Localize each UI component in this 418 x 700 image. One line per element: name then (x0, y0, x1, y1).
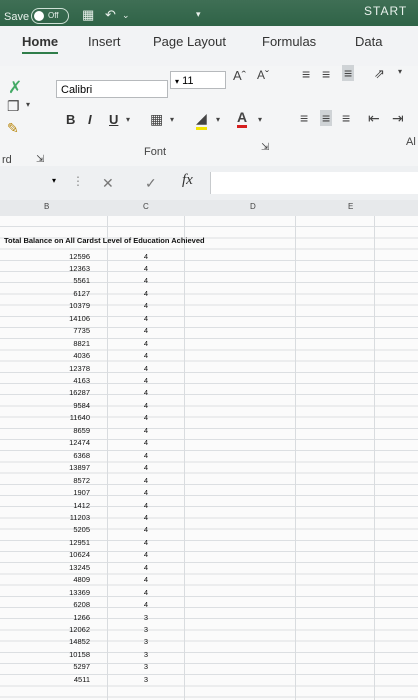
cell-education[interactable]: 3 (143, 637, 148, 647)
column-header-c[interactable]: C (143, 202, 149, 211)
cell-education[interactable]: 4 (143, 425, 148, 435)
cell-education[interactable]: 4 (143, 450, 148, 460)
undo-dropdown-icon[interactable]: ⌄ (122, 10, 130, 20)
cell-balance[interactable]: 10624 (69, 550, 90, 560)
formula-bar-grip-icon: ⋮ (72, 174, 84, 188)
cell-balance[interactable]: 12474 (69, 438, 90, 448)
cell-education[interactable]: 4 (143, 550, 148, 560)
cell-balance[interactable]: 4163 (73, 376, 90, 385)
cell-education[interactable]: 4 (143, 600, 148, 610)
customize-toolbar-icon[interactable]: ▾ (196, 9, 201, 19)
cell-education[interactable]: 3 (143, 612, 148, 622)
align-center-icon[interactable]: ≡ (322, 110, 331, 126)
font-color-icon[interactable]: A (237, 109, 247, 128)
cell-balance[interactable]: 12378 (69, 363, 90, 373)
decrease-indent-icon[interactable]: ⇤ (368, 110, 380, 126)
cell-education[interactable]: 4 (143, 500, 148, 510)
cell-education[interactable]: 4 (143, 475, 148, 485)
tab-data[interactable]: Data (355, 34, 383, 49)
data-header[interactable]: Total Balance on All Cardst Level of Education Achieved (4, 236, 205, 245)
cell-balance[interactable]: 12363 (69, 263, 90, 273)
cell-balance[interactable]: 12596 (69, 251, 90, 261)
name-box-dropdown-icon[interactable]: ▾ (52, 176, 57, 185)
cell-education[interactable]: 3 (143, 674, 148, 684)
formula-input[interactable] (210, 172, 418, 194)
column-header-e[interactable]: E (348, 202, 354, 211)
underline-button[interactable]: U (109, 112, 119, 127)
cell-education[interactable]: 4 (143, 338, 148, 348)
app-name: START (364, 4, 408, 18)
cell-balance[interactable]: 4809 (73, 575, 90, 585)
autosave-state: Off (48, 11, 59, 20)
cell-education[interactable]: 4 (143, 376, 148, 385)
fill-color-dropdown-icon[interactable]: ▾ (216, 115, 221, 124)
cell-education[interactable]: 4 (143, 276, 148, 286)
cell-education[interactable]: 4 (143, 301, 148, 311)
cell-education[interactable]: 4 (143, 363, 148, 373)
align-middle-icon[interactable]: ≡ (322, 66, 331, 82)
cell-education[interactable]: 4 (143, 575, 148, 585)
cell-balance[interactable]: 5205 (73, 525, 90, 535)
cell-balance[interactable]: 6208 (73, 600, 90, 610)
cell-balance[interactable]: 1412 (73, 500, 90, 510)
cancel-icon[interactable]: ✕ (102, 175, 114, 191)
tab-page-layout[interactable]: Page Layout (153, 34, 227, 49)
font-size-value: 11 (182, 75, 194, 87)
font-size-box[interactable] (170, 71, 226, 89)
title-bar (0, 0, 418, 26)
italic-button[interactable]: I (88, 112, 92, 127)
cell-balance[interactable]: 16287 (69, 388, 90, 398)
cell-education[interactable]: 4 (143, 400, 148, 410)
cell-balance[interactable]: 8572 (73, 475, 90, 485)
cell-education[interactable]: 4 (143, 413, 148, 423)
font-group-label: Font (144, 146, 167, 158)
enter-icon[interactable]: ✓ (145, 175, 157, 191)
font-color-dropdown-icon[interactable]: ▾ (258, 115, 263, 124)
alignment-label-fragment: Al (406, 136, 416, 148)
cell-education[interactable]: 4 (143, 463, 148, 473)
ribbon-tabs (0, 26, 418, 66)
cell-balance[interactable]: 10158 (69, 649, 90, 659)
cell-education[interactable]: 4 (143, 562, 148, 572)
format-painter-icon[interactable]: ✎ (7, 120, 19, 136)
cell-balance[interactable]: 7735 (73, 326, 90, 336)
autosave-toggle[interactable] (31, 8, 69, 24)
cell-balance[interactable]: 5561 (73, 276, 90, 286)
font-name-box[interactable]: Calibri (56, 80, 168, 98)
cell-balance[interactable]: 4511 (73, 674, 90, 684)
borders-dropdown-icon[interactable]: ▾ (170, 115, 175, 124)
cell-education[interactable]: 3 (143, 625, 148, 634)
decrease-font-icon[interactable]: Aˇ (257, 68, 269, 82)
cell-balance[interactable]: 6127 (73, 288, 90, 298)
undo-icon[interactable]: ↶ (105, 7, 116, 22)
cell-education[interactable]: 4 (143, 587, 148, 597)
clipboard-group-label: rd (2, 154, 12, 166)
save-icon[interactable]: ▦ (82, 7, 95, 22)
increase-indent-icon[interactable]: ⇥ (392, 110, 404, 126)
cell-balance[interactable]: 11640 (69, 413, 90, 423)
cell-balance[interactable]: 12951 (69, 537, 90, 547)
cell-education[interactable]: 4 (143, 288, 148, 298)
align-right-icon[interactable]: ≡ (342, 110, 351, 126)
cell-education[interactable]: 3 (143, 649, 148, 659)
bold-button[interactable]: B (66, 112, 76, 127)
cell-balance[interactable]: 12062 (69, 625, 90, 634)
cell-education[interactable]: 4 (143, 488, 148, 498)
cell-education[interactable]: 3 (143, 662, 148, 672)
cell-balance[interactable]: 13897 (69, 463, 90, 473)
copy-dropdown-icon[interactable]: ▾ (26, 100, 31, 109)
increase-font-icon[interactable]: Aˆ (233, 68, 246, 83)
tab-formulas[interactable]: Formulas (262, 34, 317, 49)
cell-balance[interactable]: 5297 (73, 662, 90, 672)
cell-education[interactable]: 4 (143, 512, 148, 522)
toggle-knob (34, 11, 44, 21)
cell-education[interactable]: 4 (143, 388, 148, 398)
cell-balance[interactable]: 1266 (73, 612, 90, 622)
column-header-d[interactable]: D (250, 202, 256, 211)
align-bottom-icon[interactable]: ≡ (344, 65, 353, 81)
cell-balance[interactable]: 1907 (73, 488, 90, 498)
borders-icon[interactable]: ▦ (150, 111, 164, 127)
tab-home[interactable]: Home (22, 34, 58, 54)
font-launcher-icon[interactable]: ⇲ (261, 142, 270, 153)
cell-education[interactable]: 4 (143, 251, 148, 261)
formula-bar (0, 166, 418, 201)
cell-balance[interactable]: 11203 (69, 512, 90, 522)
insert-function-button[interactable]: fx (182, 172, 193, 188)
cell-balance[interactable]: 14106 (69, 313, 90, 323)
align-top-icon[interactable]: ≡ (302, 66, 311, 82)
cell-balance[interactable]: 9584 (73, 400, 90, 410)
cell-balance[interactable]: 10379 (69, 301, 90, 311)
cell-education[interactable]: 4 (143, 438, 148, 448)
underline-dropdown-icon[interactable]: ▾ (126, 115, 131, 124)
cell-education[interactable]: 4 (143, 537, 148, 547)
cell-education[interactable]: 4 (143, 263, 148, 273)
copy-icon[interactable]: ❐ (7, 98, 20, 114)
font-size-dropdown-icon[interactable]: ▾ (175, 77, 180, 86)
cut-icon[interactable]: ✗ (8, 78, 23, 97)
cell-balance[interactable]: 13369 (69, 587, 90, 597)
cell-balance[interactable]: 4036 (73, 351, 90, 361)
fill-color-icon[interactable]: ◢ (196, 110, 207, 130)
cell-education[interactable]: 4 (143, 351, 148, 361)
column-header-b[interactable]: B (44, 202, 50, 211)
orientation-dropdown-icon[interactable]: ▾ (398, 67, 403, 76)
align-left-icon[interactable]: ≡ (300, 110, 309, 126)
clipboard-launcher-icon[interactable]: ⇲ (36, 154, 45, 165)
cell-balance[interactable]: 13245 (69, 562, 90, 572)
cell-balance[interactable]: 14852 (69, 637, 90, 647)
cell-education[interactable]: 4 (143, 326, 148, 336)
tab-insert[interactable]: Insert (88, 34, 121, 49)
cell-education[interactable]: 4 (143, 525, 148, 535)
autosave-label: Save (4, 11, 30, 23)
cell-balance[interactable]: 8821 (73, 338, 90, 348)
cell-education[interactable]: 4 (143, 313, 148, 323)
cell-balance[interactable]: 8659 (73, 425, 90, 435)
cell-balance[interactable]: 6368 (73, 450, 90, 460)
column-headers (0, 200, 418, 217)
orientation-icon[interactable]: ⇗ (374, 66, 385, 81)
